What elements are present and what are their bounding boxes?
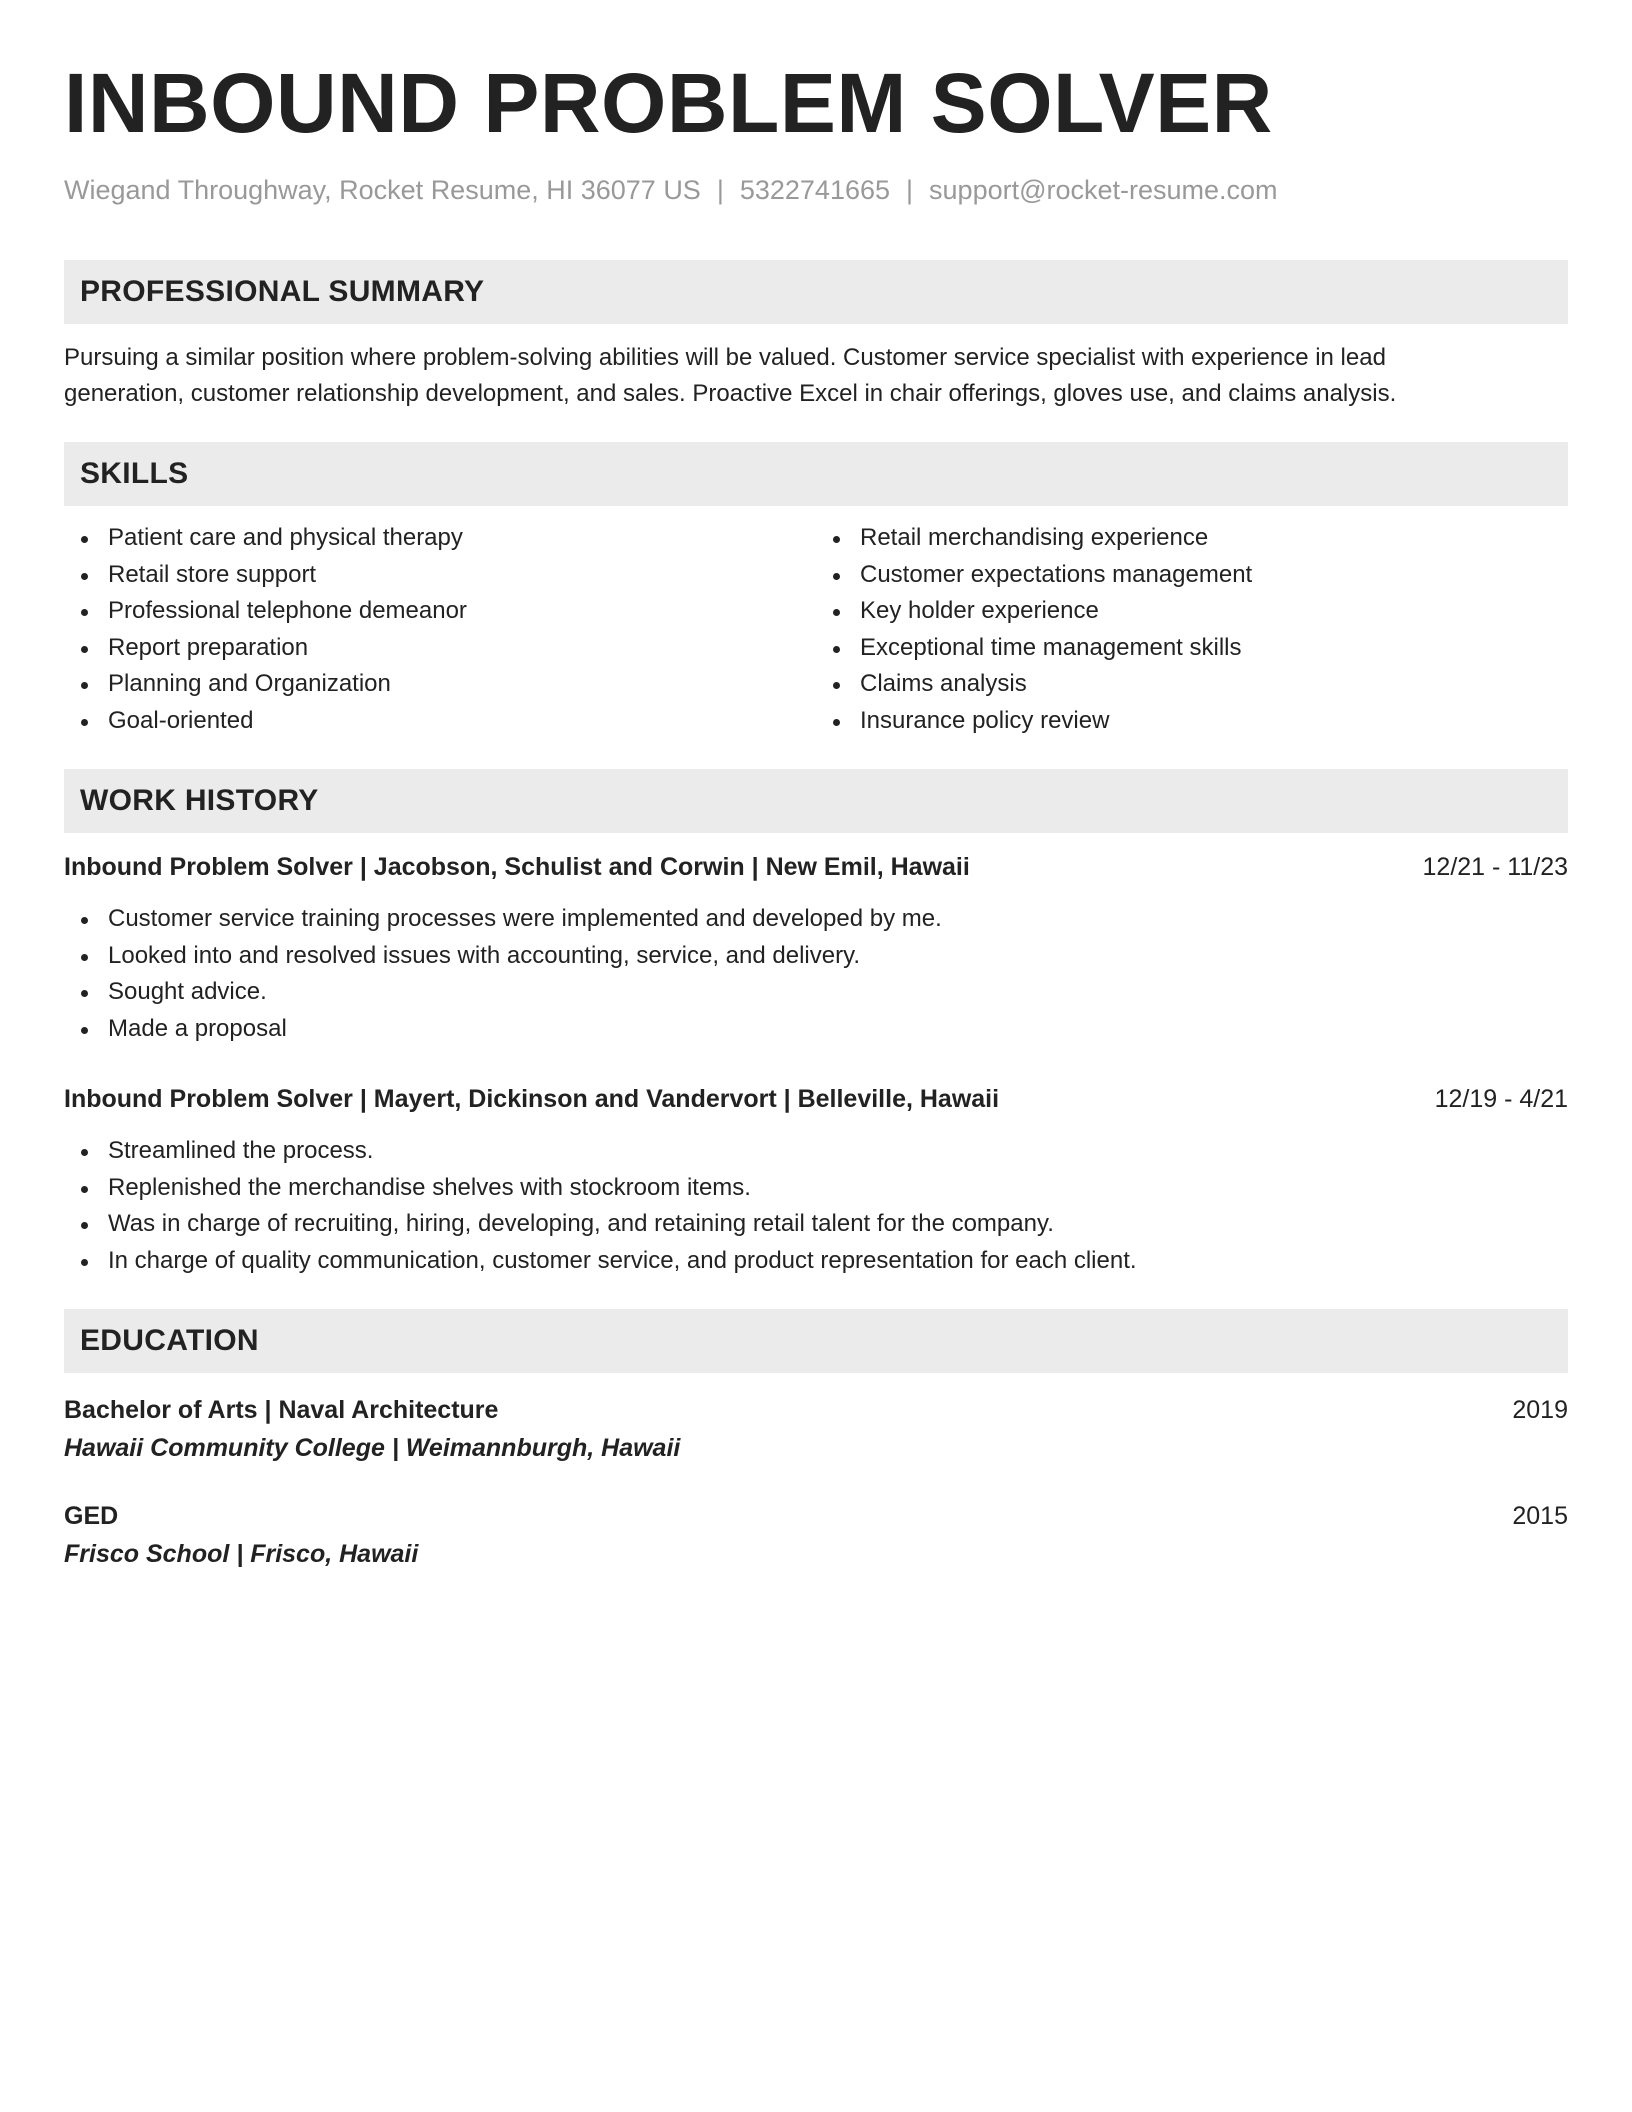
summary-text: Pursuing a similar position where problem-solving abilities will be valued. Customer service specialist with experience in lead generation, customer relationship development, and sales. Proactive Excel in chair offerings, gloves use, and claims analysis. bbox=[64, 344, 1397, 407]
skill-item: Key holder experience bbox=[816, 593, 1568, 630]
section-heading-work-history: WORK HISTORY bbox=[64, 769, 1568, 833]
job-bullet: Was in charge of recruiting, hiring, developing, and retaining retail talent for the company. bbox=[64, 1206, 1568, 1243]
education-year: 2019 bbox=[1512, 1396, 1568, 1424]
candidate-name: INBOUND PROBLEM SOLVER bbox=[64, 56, 1273, 150]
skills-list-right bbox=[816, 520, 1568, 739]
skill-item: Customer expectations management bbox=[816, 557, 1568, 594]
job-title: Inbound Problem Solver | Jacobson, Schulist and Corwin | New Emil, Hawaii bbox=[64, 853, 970, 881]
resume-page bbox=[64, 0, 1568, 1573]
education-school: Frisco School | Frisco, Hawaii bbox=[64, 1540, 419, 1568]
education-entry bbox=[64, 1497, 1568, 1573]
job-entry bbox=[64, 849, 1568, 1047]
education-entry bbox=[64, 1391, 1568, 1467]
skill-item: Claims analysis bbox=[816, 666, 1568, 703]
job-dates: 12/21 - 11/23 bbox=[1422, 853, 1568, 881]
education-degree: Bachelor of Arts | Naval Architecture bbox=[64, 1396, 499, 1424]
skill-item: Retail store support bbox=[64, 557, 816, 594]
education-year: 2015 bbox=[1512, 1502, 1568, 1530]
skill-item: Insurance policy review bbox=[816, 703, 1568, 740]
section-heading-summary: PROFESSIONAL SUMMARY bbox=[64, 260, 1568, 324]
job-bullet: Made a proposal bbox=[64, 1011, 1568, 1048]
job-entry bbox=[64, 1081, 1568, 1279]
skill-item: Retail merchandising experience bbox=[816, 520, 1568, 557]
section-heading-skills: SKILLS bbox=[64, 442, 1568, 506]
job-bullet: In charge of quality communication, customer service, and product representation for each client. bbox=[64, 1243, 1568, 1280]
job-bullet-list bbox=[64, 901, 1568, 1047]
education-school: Hawaii Community College | Weimannburgh, Hawaii bbox=[64, 1434, 681, 1462]
contact-separator: | bbox=[716, 175, 724, 205]
contact-phone: 5322741665 bbox=[739, 175, 891, 205]
education-degree: GED bbox=[64, 1502, 119, 1530]
skills-list-left bbox=[64, 520, 816, 739]
skill-item: Goal-oriented bbox=[64, 703, 816, 740]
job-header bbox=[64, 1081, 1568, 1117]
job-bullet: Sought advice. bbox=[64, 974, 1568, 1011]
skill-item: Professional telephone demeanor bbox=[64, 593, 816, 630]
job-bullet-list bbox=[64, 1133, 1568, 1279]
section-heading-education: EDUCATION bbox=[64, 1309, 1568, 1373]
job-title: Inbound Problem Solver | Mayert, Dickinson and Vandervort | Belleville, Hawaii bbox=[64, 1085, 1000, 1113]
education-header bbox=[64, 1497, 1568, 1535]
contact-separator: | bbox=[906, 175, 914, 205]
skill-item: Exceptional time management skills bbox=[816, 630, 1568, 667]
job-bullet: Looked into and resolved issues with accounting, service, and delivery. bbox=[64, 938, 1568, 975]
job-bullet: Customer service training processes were implemented and developed by me. bbox=[64, 901, 1568, 938]
contact-email: support@rocket-resume.com bbox=[929, 175, 1278, 205]
contact-line bbox=[64, 172, 1568, 208]
skill-item: Planning and Organization bbox=[64, 666, 816, 703]
job-dates: 12/19 - 4/21 bbox=[1434, 1085, 1568, 1113]
skill-item: Patient care and physical therapy bbox=[64, 520, 816, 557]
education-header bbox=[64, 1391, 1568, 1429]
job-bullet: Streamlined the process. bbox=[64, 1133, 1568, 1170]
skills-columns bbox=[64, 520, 1568, 739]
job-header bbox=[64, 849, 1568, 885]
skill-item: Report preparation bbox=[64, 630, 816, 667]
contact-address: Wiegand Throughway, Rocket Resume, HI 36077 US bbox=[64, 175, 701, 205]
job-bullet: Replenished the merchandise shelves with stockroom items. bbox=[64, 1170, 1568, 1207]
